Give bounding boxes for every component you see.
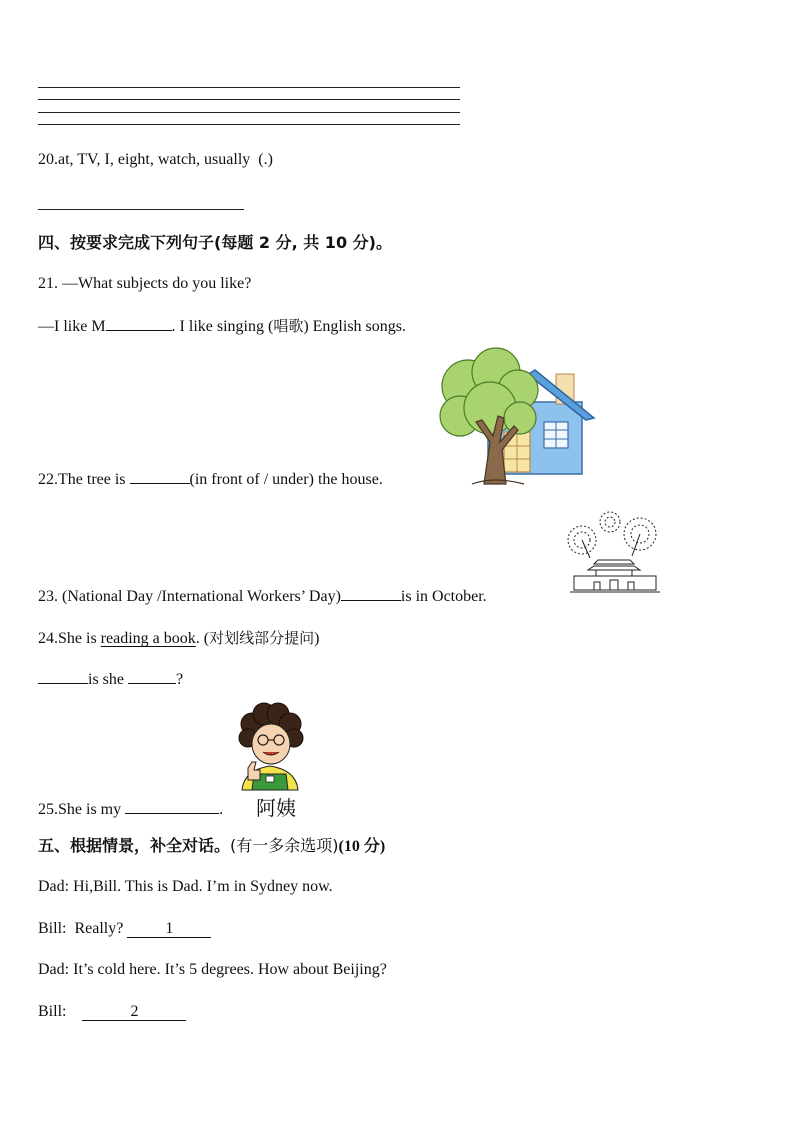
answer-blank[interactable] (128, 669, 176, 684)
dialog-line-4 (38, 1002, 186, 1022)
question-mid: . ( (195, 630, 210, 647)
section-title: 五、根据情景，补全对话。 (38, 836, 231, 855)
tiananmen-fireworks-image (566, 510, 662, 596)
question-start: 25.She is my (38, 801, 126, 818)
underlined-phrase: reading a book (100, 630, 196, 647)
answer-24 (38, 669, 183, 690)
dialog-line-1 (38, 877, 333, 897)
house-tree-image (438, 346, 598, 488)
question-start: 22.The tree is (38, 471, 130, 488)
question-text: —What subjects do you like? (62, 275, 252, 292)
answer-rule (38, 124, 460, 125)
section-score: (10 分) (338, 838, 386, 855)
question-close: ) (314, 630, 320, 647)
dialog-line-2 (38, 919, 211, 939)
dialog-blank-1[interactable]: 1 (127, 921, 211, 938)
answer-blank[interactable] (341, 586, 401, 601)
answer-blank[interactable] (38, 669, 88, 684)
chinese-note: 对划线部分提问 (209, 629, 315, 647)
speaker: Dad: (38, 878, 70, 895)
question-end: is in October. (400, 588, 487, 605)
punctuation-hint: (.) (258, 151, 273, 168)
answer-mid: . I like singing ( (171, 318, 274, 335)
section-5-heading (38, 836, 385, 857)
question-number: 20. (38, 151, 58, 168)
answer-21 (38, 316, 406, 337)
aunt-caption: 阿姨 (256, 796, 296, 820)
question-start: 24.She is (38, 630, 101, 647)
section-note: (有一多余选项) (230, 836, 339, 855)
answer-rule (38, 112, 460, 113)
answer-rule (38, 99, 460, 100)
question-23 (38, 586, 487, 607)
answer-blank[interactable] (125, 799, 219, 814)
question-end: (in front of / under) the house. (189, 471, 383, 488)
question-20 (38, 150, 273, 170)
question-start: 23. (National Day /International Workers’ Day) (38, 588, 341, 605)
question-number: 21. (38, 275, 58, 292)
tree (440, 348, 538, 436)
dialog-text: Really? (74, 920, 128, 937)
thumbs-up-hand (248, 762, 260, 780)
answer-prefix: —I like M (38, 318, 106, 335)
speaker: Bill: (38, 1003, 67, 1020)
firework (568, 512, 656, 554)
answer-mid: is she (88, 671, 128, 688)
question-end: . (219, 801, 224, 818)
dialog-text: It’s cold here. It’s 5 degrees. How about Beijing? (73, 961, 387, 978)
speaker: Bill: (38, 920, 67, 937)
section-4-heading: 四、按要求完成下列句子(每题 2 分, 共 10 分)。 (38, 233, 392, 252)
answer-tail: ) English songs. (303, 318, 406, 335)
answer-end: ? (176, 671, 184, 688)
dialog-text: Hi,Bill. This is Dad. I’m in Sydney now. (73, 878, 333, 895)
aunt-image (234, 702, 306, 790)
dialog-line-3 (38, 960, 387, 980)
answer-rule (38, 87, 460, 88)
question-25 (38, 799, 223, 820)
question-22 (38, 469, 383, 490)
face (252, 724, 290, 764)
word-list: at, TV, I, eight, watch, usually (58, 151, 251, 168)
answer-rule-20[interactable] (38, 209, 244, 210)
question-21 (38, 274, 251, 294)
answer-blank[interactable] (130, 469, 190, 484)
question-24 (38, 628, 319, 649)
chinese-note: 唱歌 (273, 317, 304, 335)
dialog-blank-2[interactable]: 2 (82, 1004, 186, 1021)
answer-blank[interactable] (106, 316, 172, 331)
speaker: Dad: (38, 961, 70, 978)
